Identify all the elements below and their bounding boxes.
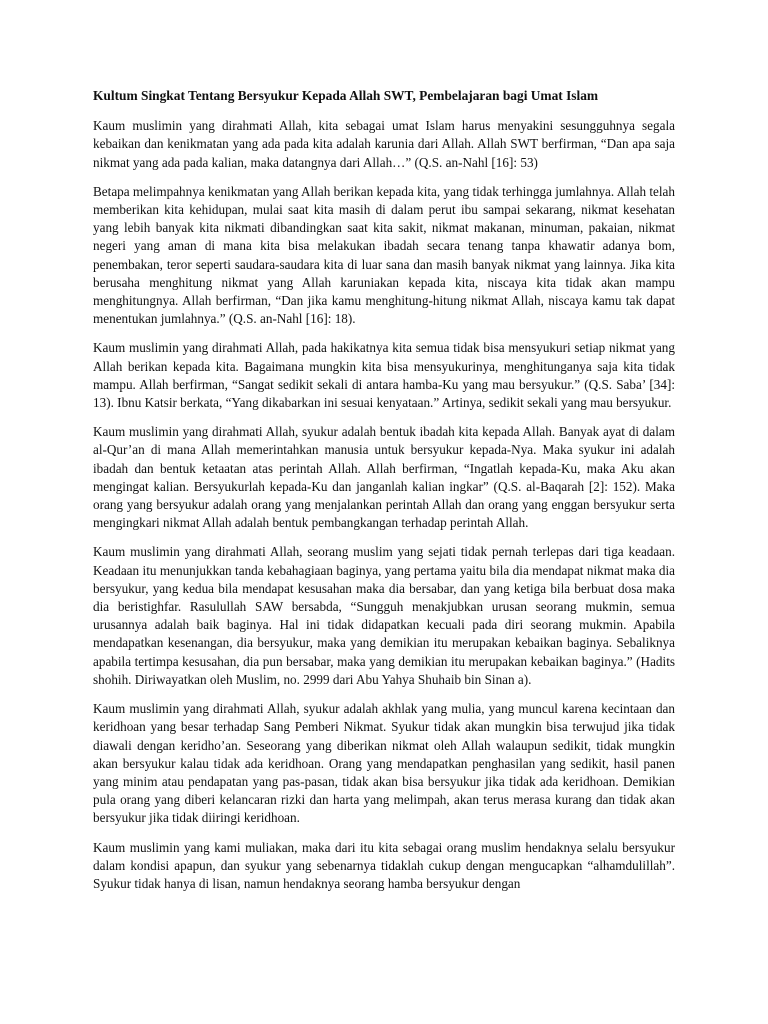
paragraph: Betapa melimpahnya kenikmatan yang Allah berikan kepada kita, yang tidak terhingga jumlahnya. Allah telah memberikan kita kehidupan, mulai saat kita masih di dalam perut ibu sampai sekarang, nikmat kesehatan yang lebih banyak kita nikmati dibandingkan saat kita sakit, nikmat makanan, minuman, pakaian, nikmat negeri yang aman di mana kita bisa melakukan ibadah secara tenang tanpa khawatir adanya bom, penembakan, teror seperti saudara-saudara kita di luar sana dan masih banyak nikmat yang lainnya. Jika kita berusaha menghitung nikmat yang Allah karuniakan kepada kita, niscaya kita tidak akan mampu menghitungnya. Allah berfirman, “Dan jika kamu menghitung-hitung nikmat Allah, niscaya kamu tak dapat menentukan jumlahnya.” (Q.S. an-Nahl [16]: 18).: [93, 183, 675, 327]
document-title: Kultum Singkat Tentang Bersyukur Kepada Allah SWT, Pembelajaran bagi Umat Islam: [93, 88, 599, 103]
paragraph: Kaum muslimin yang dirahmati Allah, kita sebagai umat Islam harus menyakini sesungguhnya segala kebaikan dan kenikmatan yang ada pada kita adalah karunia dari Allah. Allah SWT berfirman, “Dan apa saja nikmat yang ada pada kalian, maka datangnya dari Allah…” (Q.S. an-Nahl [16]: 53): [93, 118, 675, 170]
paragraph: Kaum muslimin yang dirahmati Allah, pada hakikatnya kita semua tidak bisa mensyukuri setiap nikmat yang Allah berikan kepada kita. Bagaimana mungkin kita bisa mensyukurinya, menghitunganya saja kita tidak mampu. Allah berfirman, “Sangat sedikit sekali di antara hamba-Ku yang mau bersyukur.” (Q.S. Saba’ [34]: 13). Ibnu Katsir berkata, “Yang dikabarkan ini sesuai kenyataan.” Artinya, sedikit sekali yang mau bersyukur.: [93, 340, 675, 411]
paragraph: Kaum muslimin yang dirahmati Allah, syukur adalah akhlak yang mulia, yang muncul karena kecintaan dan keridhoan yang besar terhadap Sang Pemberi Nikmat. Syukur tidak akan mungkin bisa terwujud jika tidak diawali dengan keridho’an. Seseorang yang diberikan nikmat oleh Allah walaupun sedikit, tidak mungkin akan bersyukur kalau tidak ada keridhoan. Orang yang mendapatkan penghasilan yang sedikit, hasil panen yang minim atau pendapatan yang pas-pasan, tidak akan bisa bersyukur jika tidak ada keridhoan. Demikian pula orang yang diberi kelancaran rizki dan harta yang melimpah, akan terus merasa kurang dan tidak akan bersyukur jika tidak diiringi keridhoan.: [93, 701, 675, 826]
paragraph: Kaum muslimin yang dirahmati Allah, syukur adalah bentuk ibadah kita kepada Allah. Banyak ayat di dalam al-Qur’an di mana Allah memerintahkan manusia untuk bersyukur kepada-Nya. Maka syukur ini adalah ibadah dan bentuk ketaatan atas perintah Allah. Allah berfirman, “Ingatlah kepada-Ku, maka Aku akan mengingat kalian. Bersyukurlah kepada-Ku dan janganlah kalian ingkar” (Q.S. al-Baqarah [2]: 152). Maka orang yang bersyukur adalah orang yang menjalankan perintah Allah dan orang yang enggan bersyukur serta mengingkari nikmat Allah adalah bentuk pembangkangan terhadap perintah Allah.: [93, 424, 675, 531]
paragraph: Kaum muslimin yang kami muliakan, maka dari itu kita sebagai orang muslim hendaknya selalu bersyukur dalam kondisi apapun, dan syukur yang sebenarnya tidaklah cukup dengan mengucapkan “alhamdulillah”. Syukur tidak hanya di lisan, namun hendaknya seorang hamba bersyukur dengan: [93, 839, 675, 891]
document-page: [93, 87, 675, 904]
paragraph: Kaum muslimin yang dirahmati Allah, seorang muslim yang sejati tidak pernah terlepas dari tiga keadaan. Keadaan itu menunjukkan tanda kebahagiaan baginya, yang pertama yaitu bila dia mendapat nikmat maka dia bersyukur, yang kedua bila mendapat kesusahan maka dia bersabar, dan yang ketiga bila berbuat dosa maka dia beristighfar. Rasulullah SAW bersabda, “Sungguh menakjubkan urusan seorang mukmin, semua urusannya adalah baik baginya. Hal ini tidak didapatkan kecuali pada diri seorang mukmin. Apabila mendapatkan kesenangan, dia bersyukur, maka yang demikian itu merupakan kebaikan baginya. Sebaliknya apabila tertimpa kesusahan, dia pun bersabar, maka yang demikian itu merupakan kebaikan baginya.” (Hadits shohih. Diriwayatkan oleh Muslim, no. 2999 dari Abu Yahya Shuhaib bin Sinan a).: [93, 544, 675, 687]
